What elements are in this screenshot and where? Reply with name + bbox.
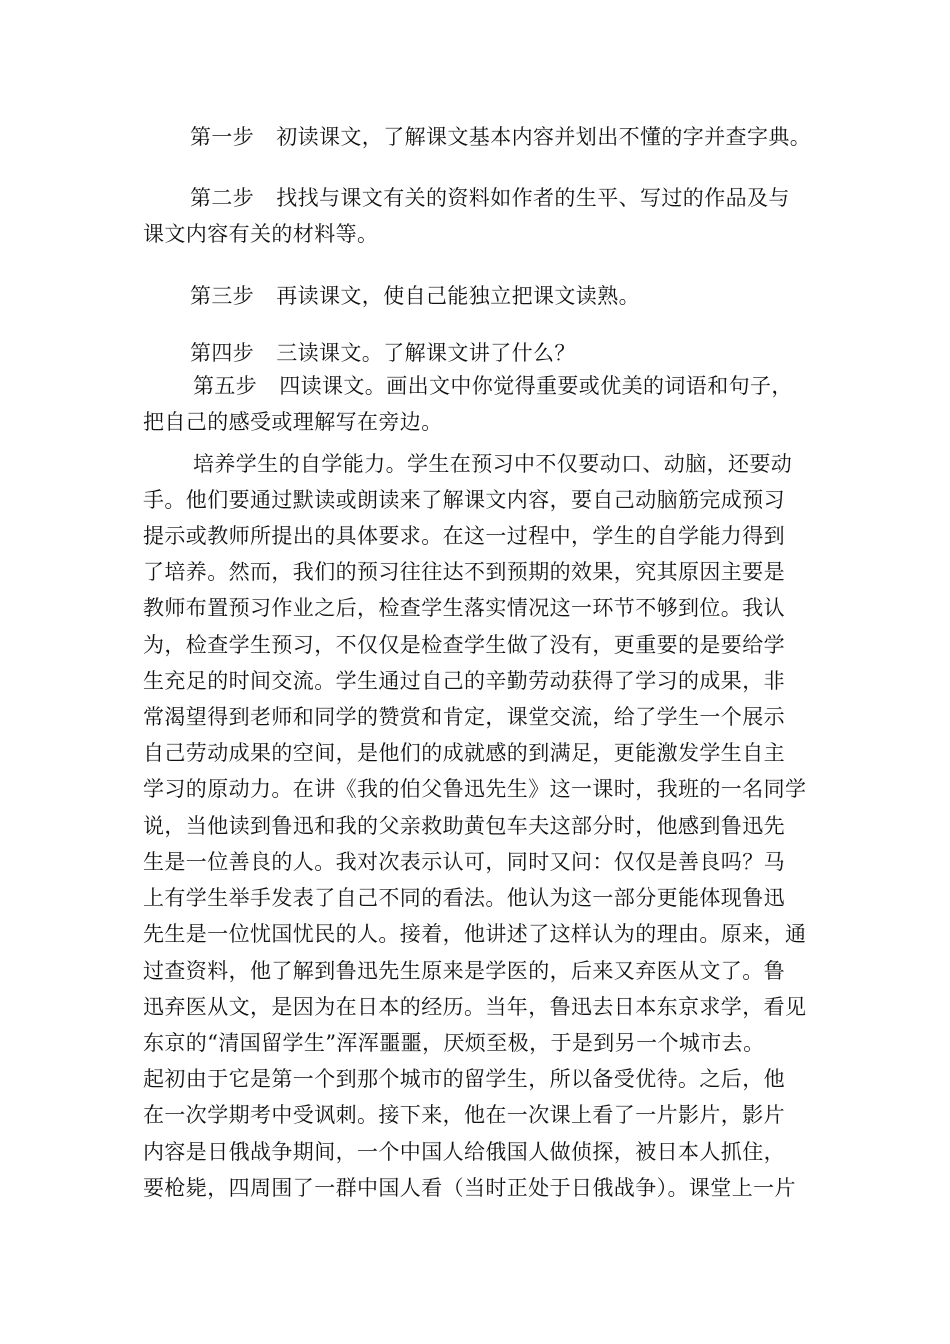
paragraph-line: 要枪毙，四周围了一群中国人看（当时正处于日俄战争）。课堂上一片: [143, 1176, 796, 1200]
step-label: 第二步: [190, 186, 255, 210]
step-5-continuation: 把自己的感受或理解写在旁边。: [143, 410, 443, 434]
step-2-continuation: 课文内容有关的材料等。: [143, 222, 379, 246]
paragraph-line: 先生是一位忧国忧民的人。接着，他讲述了这样认为的理由。原来，通: [143, 922, 807, 946]
paragraph-line: 教师布置预习作业之后，检查学生落实情况这一环节不够到位。我认: [143, 596, 785, 620]
paragraph-line: 过查资料，他了解到鲁迅先生原来是学医的，后来又弃医从文了。鲁: [143, 959, 785, 983]
step-text: 三读课文。了解课文讲了什么？: [276, 341, 576, 365]
paragraph-line: 生充足的时间交流。学生通过自己的辛勤劳动获得了学习的成果，非: [143, 669, 785, 693]
step-label: 第四步: [190, 341, 255, 365]
paragraph-line: 说，当他读到鲁迅和我的父亲救助黄包车夫这部分时，他感到鲁迅先: [143, 814, 785, 838]
step-label: 第三步: [190, 284, 255, 308]
paragraph-line: 生是一位善良的人。我对次表示认可，同时又问：仅仅是善良吗？马: [143, 850, 785, 874]
step-text: 四读课文。画出文中你觉得重要或优美的词语和句子，: [279, 374, 793, 398]
step-text: 找找与课文有关的资料如作者的生平、写过的作品及与: [276, 186, 790, 210]
step-1: [190, 124, 811, 150]
step-2: [190, 185, 790, 211]
paragraph-line: 东京的“清国留学生”浑浑噩噩，厌烦至极，于是到另一个城市去。: [143, 1031, 765, 1055]
step-label: 第一步: [190, 125, 255, 149]
step-text: 再读课文，使自己能独立把课文读熟。: [276, 284, 641, 308]
paragraph-line: 内容是日俄战争期间，一个中国人给俄国人做侦探，被日本人抓住，: [143, 1140, 785, 1164]
step-4: [190, 340, 576, 366]
paragraph-line: 上有学生举手发表了自己不同的看法。他认为这一部分更能体现鲁迅: [143, 886, 785, 910]
paragraph-line: 自己劳动成果的空间，是他们的成就感的到满足，更能激发学生自主: [143, 741, 785, 765]
paragraph-line: 迅弃医从文，是因为在日本的经历。当年，鲁迅去日本东京求学，看见: [143, 995, 807, 1019]
paragraph-line: 了培养。然而，我们的预习往往达不到预期的效果，究其原因主要是: [143, 560, 785, 584]
step-5: [193, 373, 793, 399]
step-3: [190, 283, 640, 309]
paragraph-line: 为，检查学生预习，不仅仅是检查学生做了没有，更重要的是要给学: [143, 633, 785, 657]
paragraph-line: 常渴望得到老师和同学的赞赏和肯定，课堂交流，给了学生一个展示: [143, 705, 785, 729]
paragraph-line: 学习的原动力。在讲《我的伯父鲁迅先生》这一课时，我班的一名同学: [143, 777, 807, 801]
paragraph-line: 手。他们要通过默读或朗读来了解课文内容，要自己动脑筋完成预习: [143, 488, 785, 512]
paragraph-line: 提示或教师所提出的具体要求。在这一过程中，学生的自学能力得到: [143, 524, 785, 548]
step-label: 第五步: [193, 374, 258, 398]
step-text: 初读课文，了解课文基本内容并划出不懂的字并查字典。: [276, 125, 812, 149]
paragraph-line: 在一次学期考中受讽刺。接下来，他在一次课上看了一片影片，影片: [143, 1103, 785, 1127]
paragraph-line: 起初由于它是第一个到那个城市的留学生，所以备受优待。之后，他: [143, 1067, 785, 1091]
paragraph-line: 培养学生的自学能力。学生在预习中不仅要动口、动脑，还要动: [193, 452, 793, 476]
